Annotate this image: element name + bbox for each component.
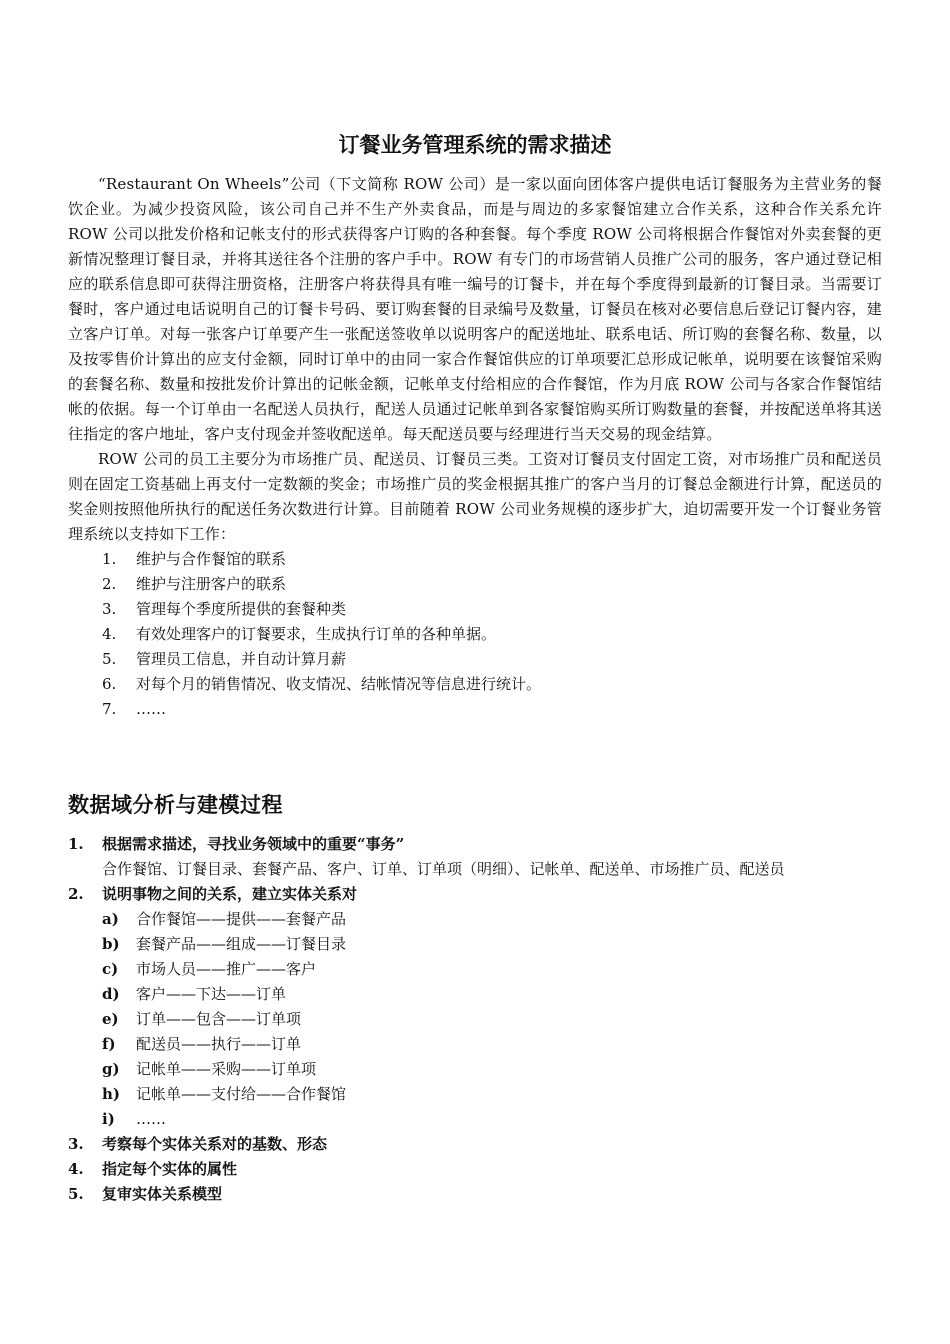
relation-item xyxy=(68,1007,882,1032)
list-item xyxy=(68,572,882,597)
relation-label: c) xyxy=(102,960,119,978)
relation-text: 市场人员——推广——客户 xyxy=(136,960,317,978)
step-5 xyxy=(68,1182,882,1207)
relation-label: i) xyxy=(102,1110,115,1128)
staff-paragraph: ROW 公司的员工主要分为市场推广员、配送员、订餐员三类。工资对订餐员支付固定工资，对市场推广员和配送员则在固定工资基础上再支付一定数额的奖金；市场推广员的奖金根据其推广的客户当月的订餐总金额进行计算，配送员的奖金则按照他所执行的配送任务次数进行计算。目前随着 ROW 公司业务规模的逐步扩大，迫切需要开发一个订餐业务管理系统以支持如下工作： xyxy=(68,450,882,543)
step-3 xyxy=(68,1132,882,1157)
list-number: 1. xyxy=(102,550,117,568)
list-text: 维护与合作餐馆的联系 xyxy=(136,550,287,568)
list-text: …… xyxy=(136,700,166,718)
relation-item xyxy=(68,1107,882,1132)
relation-label: g) xyxy=(102,1060,120,1078)
list-text: 管理员工信息，并自动计算月薪 xyxy=(136,650,347,668)
intro-paragraph: “Restaurant On Wheels”公司（下文简称 ROW 公司）是一家以面向团体客户提供电话订餐服务为主营业务的餐饮企业。为减少投资风险，该公司自己并不生产外卖食品，而是与周边的多家餐馆建立合作关系，这种合作关系允许 ROW 公司以批发价格和记帐支付的形式获得客户订购的各种套餐。每个季度 ROW 公司将根据合作餐馆对外卖套餐的更新情况整理订餐目录，并将其送往各个注册的客户手中。ROW 有专门的市场营销人员推广公司的服务，客户通过登记相应的联系信息即可获得注册资格，注册客户将获得具有唯一编号的订餐卡，并在每个季度得到最新的订餐目录。当需要订餐时，客户通过电话说明自己的订餐卡号码、要订购套餐的目录编号及数量，订餐员在核对必要信息后登记订餐内容，建立客户订单。对每一张客户订单要产生一张配送签收单以说明客户的配送地址、联系电话、所订购的套餐名称、数量，以及按零售价计算出的应支付金额，同时订单中的由同一家合作餐馆供应的订单项要汇总形成记帐单，说明要在该餐馆采购的套餐名称、数量和按批发价计算出的记帐金额，记帐单支付给相应的合作餐馆，作为月底 ROW 公司与各家合作餐馆结帐的依据。每一个订单由一名配送人员执行，配送人员通过记帐单到各家餐馆购买所订购数量的套餐，并按配送单将其送往指定的客户地址，客户支付现金并签收配送单。每天配送员要与经理进行当天交易的现金结算。 xyxy=(68,175,882,443)
list-number: 7. xyxy=(102,700,117,718)
step-number: 1. xyxy=(68,835,84,853)
relation-label: a) xyxy=(102,910,119,928)
step-title: 根据需求描述，寻找业务领域中的重要“事务” xyxy=(102,835,405,853)
document-page xyxy=(68,130,882,1207)
list-number: 3. xyxy=(102,600,117,618)
step-title: 考察每个实体关系对的基数、形态 xyxy=(102,1135,328,1153)
relation-text: 订单——包含——订单项 xyxy=(136,1010,302,1028)
list-item xyxy=(68,547,882,572)
list-item xyxy=(68,647,882,672)
list-text: 管理每个季度所提供的套餐种类 xyxy=(136,600,347,618)
list-number: 6. xyxy=(102,675,117,693)
step-title: 指定每个实体的属性 xyxy=(102,1160,238,1178)
relation-label: f) xyxy=(102,1035,116,1053)
document-title: 订餐业务管理系统的需求描述 xyxy=(338,132,612,157)
step-title: 复审实体关系模型 xyxy=(102,1185,223,1203)
relation-text: 配送员——执行——订单 xyxy=(136,1035,302,1053)
list-text: 有效处理客户的订餐要求，生成执行订单的各种单据。 xyxy=(136,625,497,643)
step-number: 2. xyxy=(68,885,84,903)
list-item xyxy=(68,597,882,622)
list-number: 5. xyxy=(102,650,117,668)
relation-label: h) xyxy=(102,1085,121,1103)
relation-text: 记帐单——支付给——合作餐馆 xyxy=(136,1085,347,1103)
relation-text: 客户——下达——订单 xyxy=(136,985,287,1003)
relation-item xyxy=(68,932,882,957)
relation-item xyxy=(68,957,882,982)
section-heading: 数据域分析与建模过程 xyxy=(68,792,283,817)
relation-text: 套餐产品——组成——订餐目录 xyxy=(136,935,347,953)
list-number: 2. xyxy=(102,575,117,593)
step-number: 3. xyxy=(68,1135,84,1153)
relation-label: d) xyxy=(102,985,120,1003)
relation-list xyxy=(68,907,882,1132)
relation-item xyxy=(68,1032,882,1057)
list-item xyxy=(68,622,882,647)
step-title: 说明事物之间的关系，建立实体关系对 xyxy=(102,885,358,903)
step-4 xyxy=(68,1157,882,1182)
list-item xyxy=(68,697,882,722)
relation-text: …… xyxy=(136,1110,166,1128)
step-2 xyxy=(68,882,882,907)
step-number: 5. xyxy=(68,1185,84,1203)
relation-item xyxy=(68,982,882,1007)
relation-item xyxy=(68,1057,882,1082)
relation-item xyxy=(68,1082,882,1107)
relation-text: 合作餐馆——提供——套餐产品 xyxy=(136,910,347,928)
step-number: 4. xyxy=(68,1160,84,1178)
relation-label: b) xyxy=(102,935,120,953)
work-item-list xyxy=(68,547,882,722)
step-1 xyxy=(68,832,882,857)
list-text: 对每个月的销售情况、收支情况、结帐情况等信息进行统计。 xyxy=(136,675,542,693)
list-item xyxy=(68,672,882,697)
relation-label: e) xyxy=(102,1010,119,1028)
step-1-body: 合作餐馆、订餐目录、套餐产品、客户、订单、订单项（明细）、记帐单、配送单、市场推广员、配送员 xyxy=(102,860,785,878)
relation-text: 记帐单——采购——订单项 xyxy=(136,1060,317,1078)
list-number: 4. xyxy=(102,625,117,643)
relation-item xyxy=(68,907,882,932)
list-text: 维护与注册客户的联系 xyxy=(136,575,287,593)
